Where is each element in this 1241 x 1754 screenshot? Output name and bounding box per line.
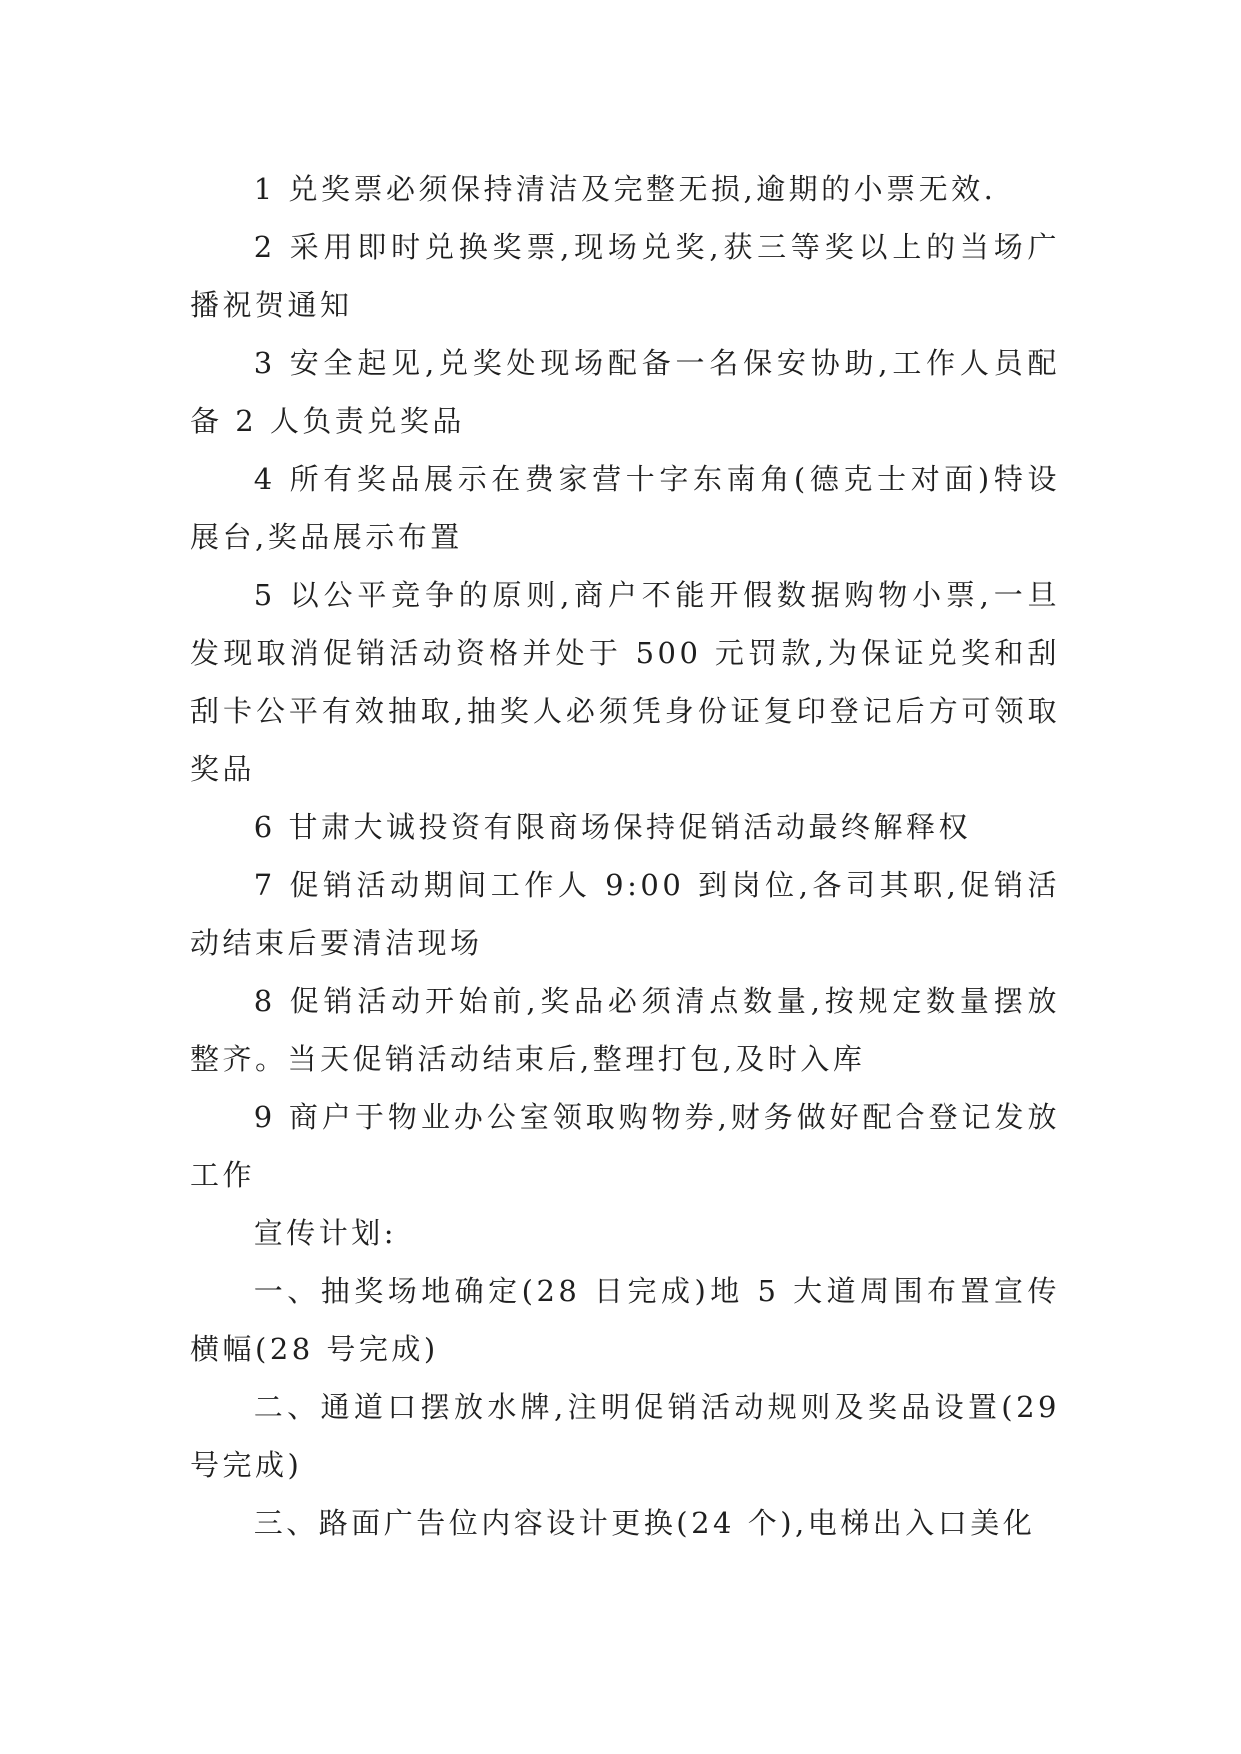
rule-8-paragraph: 8 促销活动开始前,奖品必须清点数量,按规定数量摆放整齐。当天促销活动结束后,整理打包,及时入库 (190, 984, 1060, 1076)
rule-9-paragraph: 9 商户于物业办公室领取购物券,财务做好配合登记发放工作 (190, 1100, 1060, 1192)
rule-4-paragraph: 4 所有奖品展示在费家营十字东南角(德克士对面)特设展台,奖品展示布置 (190, 462, 1060, 554)
document-body (190, 160, 1060, 1552)
rule-6-paragraph: 6 甘肃大诚投资有限商场保持促销活动最终解释权 (253, 810, 971, 844)
rule-3-paragraph: 3 安全起见,兑奖处现场配备一名保安协助,工作人员配备 2 人负责兑奖品 (190, 346, 1060, 438)
rule-5-paragraph: 5 以公平竞争的原则,商户不能开假数据购物小票,一旦发现取消促销活动资格并处于 500 元罚款,为保证兑奖和刮刮卡公平有效抽取,抽奖人必须凭身份证复印登记后方可领取奖品 (190, 578, 1060, 786)
rule-2-paragraph: 2 采用即时兑换奖票,现场兑奖,获三等奖以上的当场广播祝贺通知 (190, 230, 1060, 322)
publicity-plan-heading: 宣传计划: (253, 1216, 398, 1250)
plan-item-3-paragraph: 三、路面广告位内容设计更换(24 个),电梯出入口美化 (253, 1506, 1036, 1540)
rule-7-paragraph: 7 促销活动期间工作人 9:00 到岗位,各司其职,促销活动结束后要清洁现场 (190, 868, 1060, 960)
rule-1-paragraph: 1 兑奖票必须保持清洁及完整无损,逾期的小票无效. (253, 172, 997, 206)
plan-item-2-paragraph: 二、通道口摆放水牌,注明促销活动规则及奖品设置(29 号完成) (190, 1390, 1060, 1482)
plan-item-1-paragraph: 一、抽奖场地确定(28 日完成)地 5 大道周围布置宣传横幅(28 号完成) (190, 1274, 1060, 1366)
